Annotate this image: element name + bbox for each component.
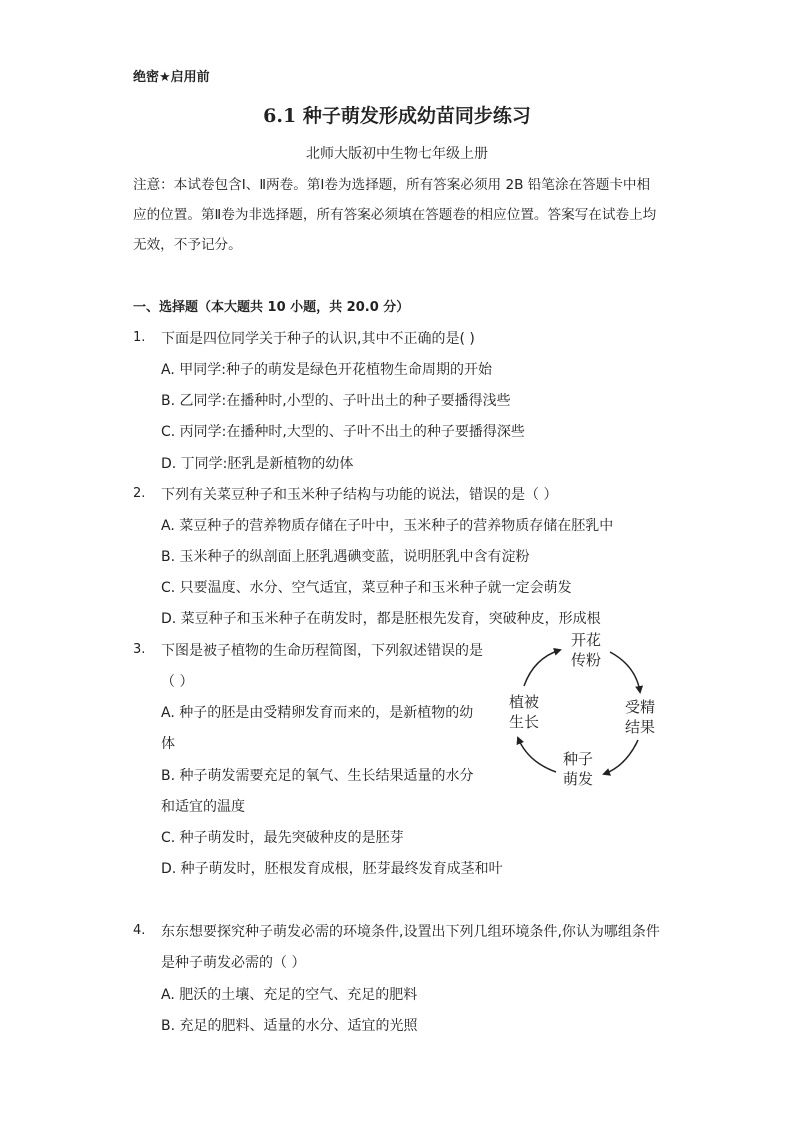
question-text-cont: （ ）: [161, 674, 194, 690]
cycle-arrow-bottom-left: [518, 738, 556, 772]
option-a[interactable]: A. 肥沃的土壤、充足的空气、充足的肥料: [161, 987, 418, 1003]
option-c[interactable]: C. 种子萌发时，最先突破种皮的是胚芽: [161, 830, 404, 846]
option-b[interactable]: B. 充足的肥料、适量的水分、适宜的光照: [161, 1018, 418, 1034]
question-number: 1.: [133, 330, 146, 345]
stage-label: 开花: [570, 631, 602, 649]
option-b[interactable]: B. 种子萌发需要充足的氧气、生长结果适量的水分: [161, 768, 474, 784]
section-heading: 一、选择题（本大题共 10 小题，共 20.0 分）: [133, 300, 410, 315]
option-a[interactable]: A. 菜豆种子的营养物质存储在子叶中，玉米种子的营养物质存储在胚乳中: [161, 518, 614, 534]
option-c[interactable]: C. 丙同学:在播种时,大型的、子叶不出土的种子要播得深些: [161, 424, 525, 440]
exam-notice: 注意：本试卷包含Ⅰ、Ⅱ两卷。第Ⅰ卷为选择题，所有答案必须用 2B 铅笔涂在答题卡中相应的位置。第Ⅱ卷为非选择题，所有答案必须填在答题卷的相应位置。答案写在试卷上均无效，不予记分。: [133, 177, 657, 253]
page-subtitle: 北师大版初中生物七年级上册: [306, 146, 488, 162]
stage-label: 结果: [624, 718, 656, 736]
cycle-arrow-top-right: [610, 652, 640, 692]
option-a[interactable]: A. 甲同学:种子的萌发是绿色开花植物生命周期的开始: [161, 362, 492, 378]
question-number: 4.: [133, 923, 146, 938]
confidential-label: 绝密★启用前: [133, 70, 210, 85]
option-a[interactable]: A. 种子的胚是由受精卵发育而来的，是新植物的幼: [161, 705, 474, 721]
question-text: 下列有关菜豆种子和玉米种子结构与功能的说法，错误的是（ ）: [161, 487, 558, 503]
stage-label: 萌发: [562, 770, 594, 788]
option-d[interactable]: D. 丁同学:胚乳是新植物的幼体: [161, 456, 354, 472]
cycle-arrow-bottom-right: [604, 740, 638, 774]
option-b-cont: 和适宜的温度: [161, 799, 245, 815]
question-number: 2.: [133, 486, 146, 501]
option-a-cont: 体: [161, 736, 175, 752]
stage-label: 植被: [508, 693, 540, 711]
option-b[interactable]: B. 玉米种子的纵剖面上胚乳遇碘变蓝，说明胚乳中含有淀粉: [161, 549, 530, 565]
option-b[interactable]: B. 乙同学:在播种时,小型的、子叶出土的种子要播得浅些: [161, 393, 511, 409]
option-c[interactable]: C. 只要温度、水分、空气适宜，菜豆种子和玉米种子就一定会萌发: [161, 580, 572, 596]
stage-label: 生长: [508, 713, 540, 731]
stage-label: 传粉: [570, 651, 602, 669]
question-text: 东东想要探究种子萌发必需的环境条件,设置出下列几组环境条件,你认为哪组条件: [161, 924, 660, 940]
stage-label: 种子: [562, 750, 594, 768]
option-d[interactable]: D. 菜豆种子和玉米种子在萌发时，都是胚根先发育，突破种皮，形成根: [161, 611, 601, 627]
stage-label: 受精: [624, 698, 656, 716]
question-text: 下图是被子植物的生命历程简图，下列叙述错误的是: [161, 643, 483, 659]
option-d[interactable]: D. 种子萌发时，胚根发育成根，胚芽最终发育成茎和叶: [161, 861, 503, 877]
question-text: 下面是四位同学关于种子的认识,其中不正确的是( ): [161, 331, 475, 347]
plant-life-cycle-diagram: [498, 628, 670, 792]
question-number: 3.: [133, 642, 146, 657]
cycle-arrow-top-left: [524, 650, 560, 686]
page-title: 6.1 种子萌发形成幼苗同步练习: [263, 105, 531, 127]
question-text-cont: 是种子萌发必需的（ ）: [161, 955, 306, 971]
